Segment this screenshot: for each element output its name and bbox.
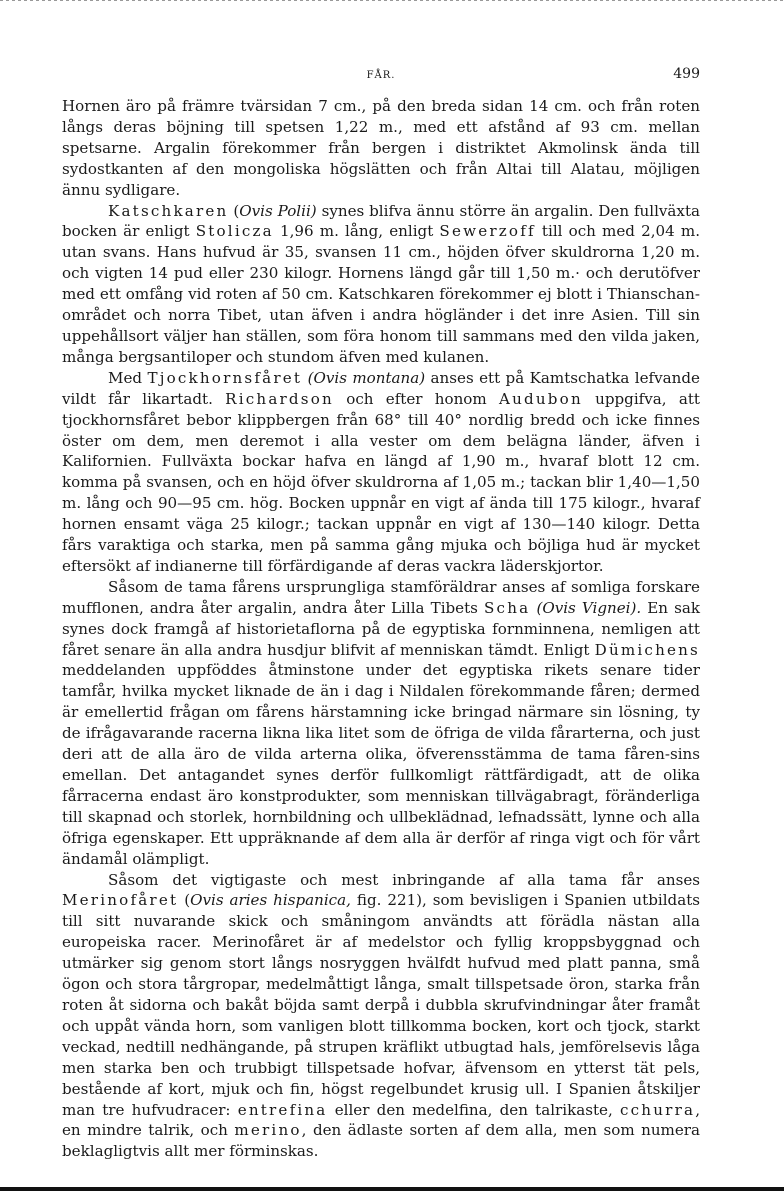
text-run: och efter honom	[333, 389, 499, 408]
text-run: uppgifva, att tjockhornsfåret bebor klippbergen från 68° till 40° nordlig bredd och icke finnes öster om dem, men deremot i alla vester om dem belägna länder, äfven i Kalifornien. Fullväxta bockar hafva en längd af 1,90 m., hvaraf blott 12 cm. komma på svansen, och en höjd öfver skuldrorna af 1,05 m.; tackan blir 1,40—1,50 m. lång och 90—95 cm. hög. Bocken uppnår en vigt af ända till 175 kilogr., hvaraf hornen ensamt väga 25 kilogr.; tackan uppnår en vigt af 130—140 kilogr. Detta fårs varaktiga och starka, men på samma gång mjuka och böjliga hud är mycket eftersökt af indianerne till förfärdigande af deras vackra läderskjortor.	[62, 389, 700, 575]
species-name: Tjockhornsfåret	[147, 368, 303, 387]
text-run: eller den medelfina, den talrikaste,	[327, 1100, 620, 1119]
paragraph-merino	[62, 870, 700, 1163]
author-name: Sewerzoff	[439, 222, 536, 241]
body-text	[62, 96, 700, 1162]
paragraph-text: Hornen äro på främre tvärsidan 7 cm., på den breda sidan 14 cm. och från roten långs deras böjning till spetsen 1,22 m., med ett afstånd af 93 cm. mellan spetsarne. Argalin förekommer från bergen i distriktet Akmolinsk ända till sydostkanten af den mongoliska högslätten och från Altai till Alatau, möjligen ännu sydligare.	[62, 97, 700, 199]
page-header	[62, 66, 700, 88]
author-name: Stolicza	[195, 222, 274, 241]
text-run: meddelanden uppföddes åtminstone under det egyptiska rikets senare tider tamfår, hvilka mycket liknade de än i dag i Nildalen förekommande fåren; dermed är emellertid frågan om fårens härstamning icke bringad närmare sin lösning, ty de ifrågavarande racerna likna lika litet som de öfriga de vilda fårarterna, och just deri att de alla äro de vilda arterna olika, öfverensstämma de tama fåren-sins emellan. Det antagandet synes derför fullkomligt rättfärdigadt, att de olika fårracerna endast äro konstprodukter, som menniskan tillvägabragt, föränderliga till skapnad och storlek, hornbildning och ullbeklädnad, lefnadssätt, lynne och alla öfriga egenskaper. Ett uppräknande af dem alla är derför af ringa vigt och för vårt ändamål olämpligt.	[62, 661, 700, 868]
bottom-edge-line	[0, 1187, 784, 1191]
text-run: Såsom det vigtigaste och mest inbringande af alla tama får anses	[108, 870, 700, 889]
author-name: Dümichens	[594, 640, 700, 659]
text-run: Såsom de tama fårens ursprungliga stamföräldrar anses af somliga forskare mufflonen, andra åter argalin, andra åter Lilla Tibets	[62, 577, 700, 617]
text-run: , en mindre talrik, och	[62, 1100, 700, 1140]
latin-name: Ovis Polii)	[239, 201, 317, 220]
text-run: (	[228, 201, 240, 220]
latin-name: (Ovis Vignei).	[536, 598, 642, 617]
species-name: Merinofåret	[62, 891, 179, 910]
species-name: Scha	[484, 598, 531, 617]
breed-name: cchurra	[620, 1100, 696, 1119]
top-edge-line	[0, 0, 784, 1]
text-run: fig. 221), som bevisligen i Spanien utbildats till sitt nuvarande skick och småningom användts att förädla nästan alla europeiska racer. Merinofåret är af medelstor och fyllig kroppsbyggnad och utmärker sig genom stort långs nosryggen hvälfdt hufvud med platt panna, små ögon och stora tårgropar, medelmåttigt långa, smalt tillspetsade öron, starka från roten åt sidorna och bakåt böjda samt derpå i dubbla skrufvindningar åter framåt och uppåt vända horn, som vanligen blott tillkomma bocken, kort och tjock, starkt veckad, nedtill nedhängande, på strupen kräflikt utbugtad hals, jemförelsevis låga men starka ben och trubbigt tillspetsade hofvar, äfvensom en ytterst tät pels, bestående af kort, mjuk och fin, högst regelbundet krusig ull. I Spanien åtskiljer man tre hufvudracer:	[62, 891, 701, 1119]
text-run: , den ädlaste sorten af dem alla, men som numera beklagligtvis allt mer förminskas.	[62, 1121, 701, 1161]
running-head: FÅR.	[366, 70, 396, 81]
author-name: Richardson	[225, 389, 334, 408]
species-name: Katschkaren	[108, 201, 229, 220]
author-name: Audubon	[498, 389, 583, 408]
text-run: Med	[108, 368, 148, 387]
latin-name: (Ovis montana)	[307, 368, 426, 387]
page-number: 499	[673, 66, 700, 82]
paragraph-origins	[62, 577, 700, 870]
paragraph-argali-horns	[62, 96, 700, 201]
paragraph-katschkaren	[62, 201, 700, 368]
text-run: (	[178, 891, 191, 910]
breed-name: entrefina	[237, 1100, 328, 1119]
text-run: anses ett på Kamtschatka lefvande vildt får likartadt.	[62, 368, 700, 408]
paragraph-tjockhornsfaret	[62, 368, 700, 577]
latin-name: Ovis aries hispanica,	[190, 891, 351, 910]
text-run: till och med 2,04 m. utan svans. Hans hufvud är 35, svansen 11 cm., höjden öfver skuldrorna 1,20 m. och vigten 14 pud eller 230 kilogr. Hornens längd går till 1,50 m.· och derutöfver med ett omfång vid roten af 50 cm. Katschkaren förekommer ej blott i Thianschan-området och norra Tibet, utan äfven i andra högländer i det inre Asien. Till sin uppehållsort väljer han ställen, som föra honom till sammans med den vilda jaken, många bergsantiloper och stundom äfven med kulanen.	[62, 222, 700, 366]
breed-name: merino	[234, 1121, 302, 1140]
text-run: En sak synes dock framgå af historietaflorna på de egyptiska fornminnena, nemligen att fåret senare än alla andra husdjur blifvit af menniskan tämdt. Enligt	[62, 598, 700, 659]
text-run: 1,96 m. lång, enligt	[273, 222, 440, 241]
text-run: synes blifva ännu större än argalin. Den fullväxta bocken är enligt	[62, 201, 701, 241]
